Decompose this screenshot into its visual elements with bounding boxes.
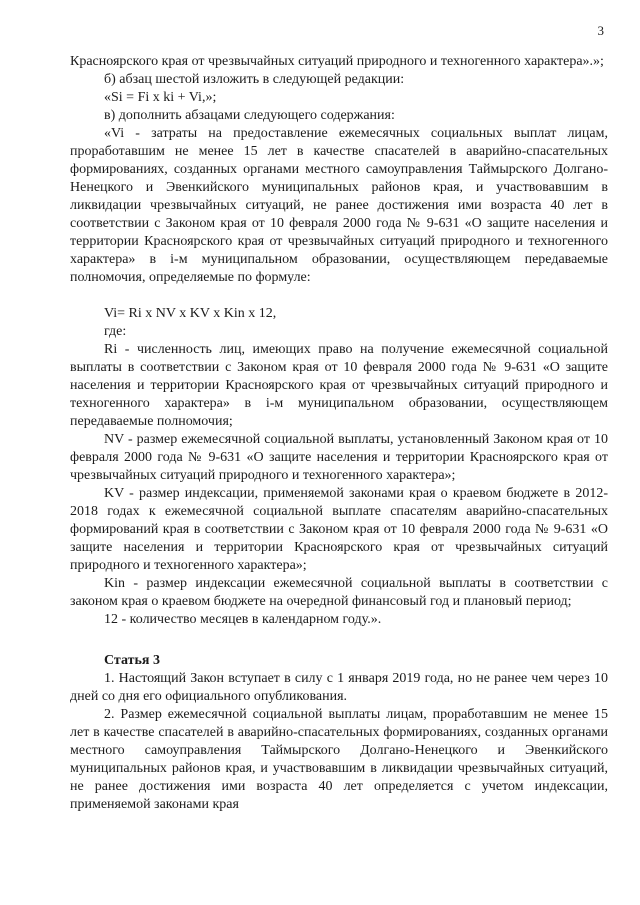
page-number: 3 (597, 23, 604, 38)
paragraph: NV - размер ежемесячной социальной выплаты, установленный Законом края от 10 февраля 2000 года № 9-631 «О защите населения и территории Красноярского края от чрезвычайных ситуаций природного и техногенного характера»; (70, 432, 608, 483)
paragraph: б) абзац шестой изложить в следующей редакции: (104, 72, 405, 87)
formula: Vi= Ri x NV x KV x Kin x 12, (104, 306, 277, 321)
paragraph: где: (104, 324, 127, 339)
paragraph: 12 - количество месяцев в календарном году.». (104, 612, 382, 627)
paragraph: Красноярского края от чрезвычайных ситуаций природного и техногенного характера».»; (70, 54, 604, 69)
document-body (70, 53, 608, 814)
paragraph: «Vi - затраты на предоставление ежемесячных социальных выплат лицам, проработавшим не менее 15 лет в качестве спасателей в аварийно-спасательных формированиях, созданных органами местного самоуправления Таймырского Долгано-Ненецкого и Эвенкийского муниципальных районов края, и участвовавшим в ликвидации чрезвычайных ситуаций, не ранее достижения ими возраста 40 лет в соответствии с Законом края от 10 февраля 2000 года № 9-631 «О защите населения и территории Красноярского края от чрезвычайных ситуаций природного и техногенного характера» в i-м муниципальном образовании, осуществляющем передаваемые полномочия, определяемые по формуле: (70, 126, 608, 285)
paragraph: в) дополнить абзацами следующего содержания: (104, 108, 395, 123)
paragraph: «Si = Fi x ki + Vi,»; (104, 90, 217, 105)
paragraph: 2. Размер ежемесячной социальной выплаты лицам, проработавшим не менее 15 лет в качестве спасателей в аварийно-спасательных формированиях, созданных органами местного самоуправления Таймырского Долгано-Ненецкого и Эвенкийского муниципальных районов края, и участвовавшим в ликвидации чрезвычайных ситуаций, не ранее достижения ими возраста 40 лет определяется с учетом индексации, применяемой законами края (70, 707, 608, 812)
paragraph: 1. Настоящий Закон вступает в силу с 1 января 2019 года, но не ранее чем через 10 дней со дня его официального опубликования. (70, 671, 608, 704)
paragraph: Kin - размер индексации ежемесячной социальной выплаты в соответствии с законом края о краевом бюджете на очередной финансовый год и плановый период; (70, 576, 608, 609)
paragraph: KV - размер индексации, применяемой законами края о краевом бюджете в 2012-2018 годах к ежемесячной социальной выплате спасателям аварийно-спасательных формирований края в соответствии с Законом края от 10 февраля 2000 года № 9-631 «О защите населения и территории Красноярского края от чрезвычайных ситуаций природного и техногенного характера»; (70, 486, 608, 573)
article-heading: Статья 3 (104, 653, 160, 668)
paragraph: Ri - численность лиц, имеющих право на получение ежемесячной социальной выплаты в соответствии с Законом края от 10 февраля 2000 года № 9-631 «О защите населения и территории Красноярского края от чрезвычайных ситуаций природного и техногенного характера» в i-м муниципальном образовании, осуществляющем передаваемые полномочия; (70, 342, 608, 429)
